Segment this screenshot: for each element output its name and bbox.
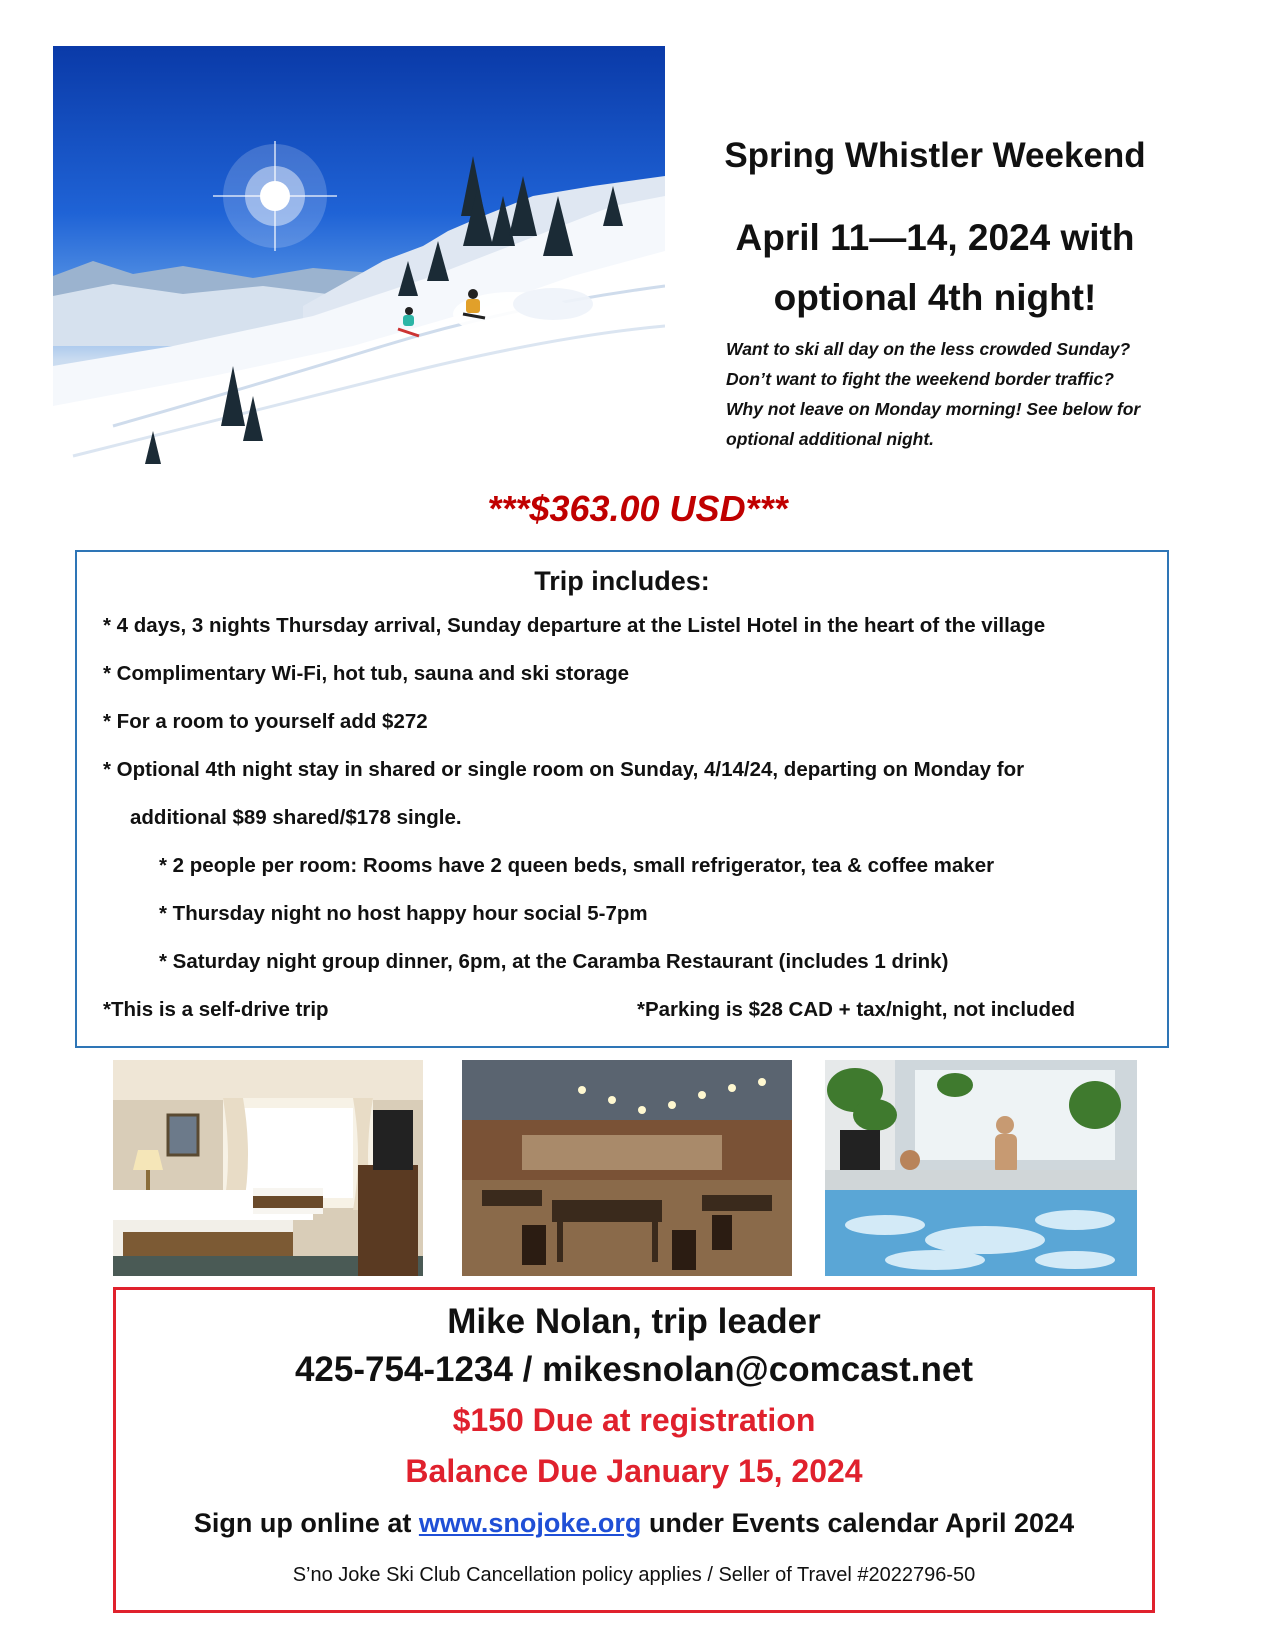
include-item: * Complimentary Wi-Fi, hot tub, sauna and ski storage	[103, 662, 630, 685]
trip-dates-line1: April 11—14, 2024 with	[735, 217, 1135, 258]
include-subitem: * Saturday night group dinner, 6pm, at the Caramba Restaurant (includes 1 drink)	[159, 950, 949, 973]
hotel-room-photo	[113, 1060, 423, 1276]
trip-title: Spring Whistler Weekend	[724, 136, 1146, 175]
parking-note: *Parking is $28 CAD + tax/night, not included	[637, 998, 1075, 1021]
include-item: * For a room to yourself add $272	[103, 710, 428, 733]
include-item: * 4 days, 3 nights Thursday arrival, Sunday departure at the Listel Hotel in the heart of the village	[103, 614, 1046, 637]
trip-price: ***$363.00 USD***	[487, 488, 788, 529]
include-subitem: * 2 people per room: Rooms have 2 queen beds, small refrigerator, tea & coffee maker	[159, 854, 995, 877]
intro-text	[726, 334, 1196, 454]
intro-line: Want to ski all day on the less crowded Sunday?	[726, 339, 1131, 359]
contact-box	[113, 1287, 1155, 1613]
signup-prefix: Sign up online at	[193, 1508, 412, 1538]
intro-line: Don’t want to fight the weekend border traffic?	[726, 369, 1114, 389]
balance-due: Balance Due January 15, 2024	[405, 1453, 863, 1489]
snojoke-website-link[interactable]: www.snojoke.org	[418, 1508, 642, 1538]
signup-suffix: under Events calendar April 2024	[648, 1508, 1075, 1538]
intro-line: optional additional night.	[726, 429, 935, 449]
include-item: * Optional 4th night stay in shared or single room on Sunday, 4/14/24, departing on Monday for	[103, 758, 1025, 781]
intro-line: Why not leave on Monday morning! See below for	[726, 399, 1141, 419]
self-drive-note: *This is a self-drive trip	[103, 998, 329, 1021]
trip-leader: Mike Nolan, trip leader	[447, 1302, 821, 1341]
trip-dates-line2: optional 4th night!	[773, 277, 1097, 318]
trip-dates	[690, 208, 1180, 328]
deposit-due: $150 Due at registration	[452, 1402, 816, 1438]
hero-ski-photo	[53, 46, 665, 464]
hot-tub-photo	[825, 1060, 1137, 1276]
include-subitem: * Thursday night no host happy hour social 5-7pm	[159, 902, 648, 925]
leader-contact: 425-754-1234 / mikesnolan@comcast.net	[294, 1350, 974, 1389]
includes-title: Trip includes:	[534, 566, 710, 596]
restaurant-photo	[462, 1060, 792, 1276]
cancellation-policy: S’no Joke Ski Club Cancellation policy applies / Seller of Travel #2022796-50	[292, 1564, 976, 1586]
include-item-continued: additional $89 shared/$178 single.	[130, 806, 462, 829]
signup-line	[116, 1508, 1152, 1539]
trip-includes-box	[75, 550, 1169, 1048]
